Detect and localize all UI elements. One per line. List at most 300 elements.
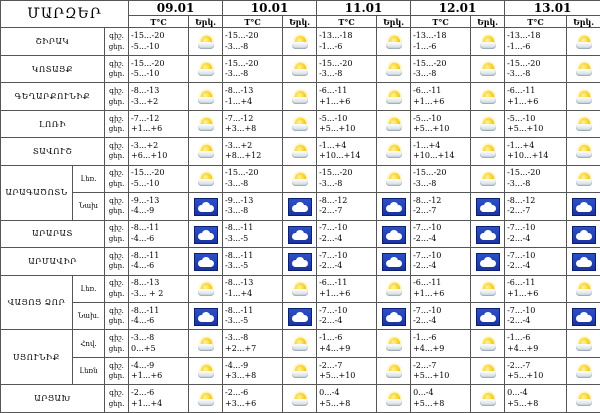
sky-cell [567, 275, 600, 302]
temp-cell [223, 330, 283, 357]
night-temp: -3...+2 [131, 140, 159, 150]
sky-cell [471, 357, 505, 384]
night-temp: -7...-12 [225, 113, 254, 123]
day-temp: -1...+4 [225, 96, 253, 106]
day-temp: -2...-4 [319, 261, 343, 271]
day-temp: +5...+10 [507, 124, 544, 134]
day-temp: -3...-5 [225, 233, 249, 243]
sky-cell [377, 28, 411, 55]
night-temp: -15...-20 [319, 58, 353, 68]
temp-cell [505, 165, 567, 192]
temp-cell [129, 275, 189, 302]
temp-cell [129, 220, 189, 247]
temp-cell [411, 138, 471, 165]
sky-cell [377, 357, 411, 384]
temp-cell [223, 55, 283, 82]
temp-cell [129, 357, 189, 384]
period-labels [105, 302, 129, 329]
sky-cell [471, 193, 505, 220]
sky-cell [567, 220, 600, 247]
sky-cell [377, 302, 411, 329]
temp-cell [223, 138, 283, 165]
night-temp: -9...-13 [131, 195, 160, 205]
temp-cell [129, 193, 189, 220]
day-temp: +5...+10 [507, 371, 544, 381]
sky-cell [567, 28, 600, 55]
night-temp: -8...-12 [507, 195, 536, 205]
cloudy-icon [288, 198, 312, 216]
forecast-row [1, 165, 600, 192]
sky-cell [189, 83, 223, 110]
day-temp: -3...-8 [413, 178, 437, 188]
region-name: ՎԱՅՈՑ ՁՈՐ [1, 275, 73, 330]
sky-cell [283, 220, 317, 247]
period-labels [105, 83, 129, 110]
day-label: ցեր. [108, 262, 125, 271]
day-temp: +5...+8 [507, 398, 539, 408]
period-labels [105, 357, 129, 384]
night-temp: 0...-4 [507, 388, 528, 398]
cloudy-icon [476, 308, 500, 326]
temp-cell [411, 83, 471, 110]
temp-cell [223, 275, 283, 302]
sky-cell [471, 302, 505, 329]
night-temp: -1...+4 [413, 140, 441, 150]
temp-cell [505, 55, 567, 82]
sky-cell [567, 110, 600, 137]
day-temp: -3...-8 [225, 206, 249, 216]
night-temp: -1...+4 [507, 140, 535, 150]
partly-sunny-icon [478, 172, 498, 188]
day-label: ցեր. [108, 152, 125, 161]
sky-cell [283, 357, 317, 384]
day-temp: -3...-8 [225, 41, 249, 51]
day-temp: -3...-8 [319, 178, 343, 188]
partly-sunny-icon [196, 144, 216, 160]
night-temp: -6...-11 [507, 86, 536, 96]
day-temp: -3...-8 [225, 69, 249, 79]
night-temp: -7...-10 [507, 305, 536, 315]
temp-cell [223, 248, 283, 275]
night-temp: -3...+2 [225, 140, 253, 150]
temp-cell [505, 275, 567, 302]
night-temp: -2...-7 [413, 360, 437, 370]
temp-cell [129, 55, 189, 82]
partly-sunny-icon [290, 364, 310, 380]
sky-cell [189, 55, 223, 82]
day-temp: -5...-10 [131, 69, 160, 79]
day-temp: -5...-10 [131, 178, 160, 188]
date-header: 09.01 [129, 1, 223, 16]
cloudy-icon [288, 226, 312, 244]
cloudy-icon [476, 198, 500, 216]
partly-sunny-icon [574, 117, 594, 133]
sky-cell [567, 385, 600, 413]
sky-cell [283, 248, 317, 275]
night-temp: -15...-20 [131, 58, 165, 68]
partly-sunny-icon [290, 172, 310, 188]
partly-sunny-icon [290, 392, 310, 408]
partly-sunny-icon [196, 117, 216, 133]
night-temp: -7...-10 [413, 305, 442, 315]
sky-cell [377, 165, 411, 192]
period-labels [105, 220, 129, 247]
day-temp: +10...+14 [413, 151, 455, 161]
day-temp: +1...+4 [131, 398, 163, 408]
partly-sunny-icon [574, 337, 594, 353]
sky-cell [189, 248, 223, 275]
temp-cell [317, 302, 377, 329]
region-name: ԱՐԱՐԱՏ [1, 220, 105, 247]
night-temp: -8...-11 [225, 250, 254, 260]
temp-cell [317, 138, 377, 165]
day-temp: +5...+10 [413, 371, 450, 381]
sky-cell [189, 220, 223, 247]
partly-sunny-icon [196, 172, 216, 188]
partly-sunny-icon [384, 364, 404, 380]
night-temp: -15...-20 [507, 168, 541, 178]
night-temp: -8...-13 [225, 278, 254, 288]
partly-sunny-icon [574, 35, 594, 51]
night-temp: -15...-20 [319, 168, 353, 178]
temp-cell [317, 330, 377, 357]
sky-cell [377, 83, 411, 110]
temp-cell [505, 28, 567, 55]
temp-header: T°C [411, 16, 471, 28]
day-temp: -3...+2 [131, 96, 159, 106]
night-label: գիշ. [109, 59, 124, 68]
day-temp: +5...+8 [413, 398, 445, 408]
sky-cell [189, 330, 223, 357]
sky-cell [567, 55, 600, 82]
day-temp: -2...-4 [507, 233, 531, 243]
day-label: ցեր. [108, 97, 125, 106]
night-temp: -6...-11 [507, 278, 536, 288]
night-temp: -7...-10 [319, 305, 348, 315]
night-label: գիշ. [109, 169, 124, 178]
temp-cell [317, 385, 377, 413]
temp-cell [223, 357, 283, 384]
cloudy-icon [194, 253, 218, 271]
date-header: 11.01 [317, 1, 411, 16]
sky-cell [189, 110, 223, 137]
sky-cell [283, 83, 317, 110]
cloudy-icon [194, 226, 218, 244]
night-label: գիշ. [109, 279, 124, 288]
night-temp: -2...-6 [131, 388, 155, 398]
temp-cell [223, 385, 283, 413]
region-name: ԳԵՂԱՐՔՈՒՆԻՔ [1, 83, 105, 110]
night-temp: -15...-20 [507, 58, 541, 68]
sky-cell [283, 330, 317, 357]
night-temp: -8...-11 [131, 305, 160, 315]
temp-cell [129, 165, 189, 192]
forecast-row [1, 248, 600, 275]
partly-sunny-icon [384, 144, 404, 160]
night-temp: -4...-9 [131, 360, 155, 370]
partly-sunny-icon [478, 35, 498, 51]
night-temp: 0...-4 [413, 388, 434, 398]
sky-cell [189, 193, 223, 220]
day-label: ցեր. [108, 399, 125, 408]
temp-cell [505, 385, 567, 413]
night-label: գիշ. [109, 361, 124, 370]
temp-cell [129, 248, 189, 275]
night-temp: -9...-13 [225, 195, 254, 205]
temp-cell [505, 220, 567, 247]
temp-header: T°C [317, 16, 377, 28]
partly-sunny-icon [478, 392, 498, 408]
temp-cell [505, 357, 567, 384]
night-temp: -5...-10 [319, 113, 348, 123]
night-temp: -2...-7 [319, 360, 343, 370]
day-label: ցեր. [108, 317, 125, 326]
night-temp: -8...-11 [131, 223, 160, 233]
cloudy-icon [572, 226, 596, 244]
day-temp: +1...+6 [319, 288, 351, 298]
day-temp: -4...-9 [131, 206, 155, 216]
region-name: ԱՐՄԱՎԻՐ [1, 248, 105, 275]
sky-cell [377, 220, 411, 247]
partly-sunny-icon [290, 282, 310, 298]
night-label: գիշ. [109, 32, 124, 41]
night-temp: -2...-7 [507, 360, 531, 370]
sky-cell [471, 138, 505, 165]
day-temp: +5...+8 [319, 398, 351, 408]
partly-sunny-icon [478, 62, 498, 78]
forecast-row [1, 193, 600, 220]
temp-cell [317, 83, 377, 110]
sky-cell [567, 193, 600, 220]
partly-sunny-icon [574, 62, 594, 78]
period-labels [105, 385, 129, 413]
day-temp: -3...-8 [225, 178, 249, 188]
day-temp: +5...+10 [319, 371, 356, 381]
sky-header: Երկ. [189, 16, 223, 28]
night-temp: -15...-20 [131, 31, 165, 41]
sky-cell [471, 330, 505, 357]
partly-sunny-icon [290, 90, 310, 106]
temp-cell [317, 165, 377, 192]
night-temp: -7...-10 [413, 250, 442, 260]
partly-sunny-icon [290, 62, 310, 78]
temp-cell [317, 275, 377, 302]
day-temp: -4...-6 [131, 233, 155, 243]
day-temp: +10...+14 [319, 151, 361, 161]
night-temp: -8...-13 [225, 86, 254, 96]
partly-sunny-icon [384, 282, 404, 298]
temp-cell [129, 302, 189, 329]
night-temp: -6...-11 [319, 278, 348, 288]
day-temp: -2...-4 [413, 316, 437, 326]
cloudy-icon [382, 226, 406, 244]
temp-cell [505, 138, 567, 165]
day-temp: -2...-7 [413, 206, 437, 216]
night-label: գիշ. [109, 389, 124, 398]
period-labels [105, 165, 129, 192]
night-temp: -8...-13 [131, 86, 160, 96]
partly-sunny-icon [478, 90, 498, 106]
partly-sunny-icon [196, 282, 216, 298]
temp-cell [505, 193, 567, 220]
day-label: ցեր. [108, 125, 125, 134]
sky-cell [567, 138, 600, 165]
day-temp: +3...+6 [225, 398, 257, 408]
night-label: գիշ. [109, 334, 124, 343]
sky-cell [189, 138, 223, 165]
day-temp: +3...+8 [225, 124, 257, 134]
day-temp: -2...-4 [507, 316, 531, 326]
subregion-label: Նախ. [73, 302, 105, 329]
sky-cell [189, 302, 223, 329]
temp-cell [223, 302, 283, 329]
temp-cell [411, 302, 471, 329]
day-temp: -3...-5 [225, 316, 249, 326]
partly-sunny-icon [196, 337, 216, 353]
partly-sunny-icon [384, 35, 404, 51]
sky-cell [567, 302, 600, 329]
subregion-label: Լեռն [73, 357, 105, 384]
sky-cell [283, 55, 317, 82]
night-temp: -6...-11 [413, 86, 442, 96]
night-temp: -8...-11 [225, 223, 254, 233]
temp-cell [223, 165, 283, 192]
night-temp: -8...-11 [131, 250, 160, 260]
partly-sunny-icon [574, 364, 594, 380]
night-label: գիշ. [109, 141, 124, 150]
night-temp: -7...-10 [319, 250, 348, 260]
temp-cell [317, 248, 377, 275]
sky-cell [283, 110, 317, 137]
sky-header: Երկ. [567, 16, 600, 28]
sky-cell [377, 330, 411, 357]
night-temp: 0...-4 [319, 388, 340, 398]
sky-cell [471, 275, 505, 302]
subregion-label: Հով. [73, 330, 105, 357]
sky-cell [377, 385, 411, 413]
partly-sunny-icon [574, 144, 594, 160]
cloudy-icon [382, 253, 406, 271]
temp-cell [411, 385, 471, 413]
temp-cell [129, 330, 189, 357]
day-temp: -1...-6 [319, 41, 343, 51]
day-temp: +1...+6 [413, 288, 445, 298]
night-temp: -7...-10 [507, 223, 536, 233]
day-label: ցեր. [108, 207, 125, 216]
sky-cell [189, 165, 223, 192]
night-label: գիշ. [109, 114, 124, 123]
temp-cell [505, 110, 567, 137]
night-temp: -13...-18 [319, 31, 353, 41]
day-temp: -3...-5 [225, 261, 249, 271]
temp-cell [411, 110, 471, 137]
temp-header: T°C [505, 16, 567, 28]
partly-sunny-icon [478, 144, 498, 160]
date-header: 13.01 [505, 1, 600, 16]
night-temp: -15...-20 [225, 31, 259, 41]
partly-sunny-icon [196, 90, 216, 106]
night-temp: -15...-20 [225, 58, 259, 68]
forecast-row [1, 28, 600, 55]
sky-cell [567, 248, 600, 275]
day-label: ցեր. [108, 234, 125, 243]
temp-cell [223, 193, 283, 220]
cloudy-icon [382, 198, 406, 216]
partly-sunny-icon [196, 35, 216, 51]
forecast-row [1, 138, 600, 165]
day-label: ցեր. [108, 372, 125, 381]
cloudy-icon [382, 308, 406, 326]
partly-sunny-icon [290, 337, 310, 353]
temp-header: T°C [129, 16, 189, 28]
cloudy-icon [476, 226, 500, 244]
region-name: ՇԻՐԱԿ [1, 28, 105, 55]
temp-cell [505, 330, 567, 357]
day-temp: -3...-8 [319, 69, 343, 79]
date-header: 10.01 [223, 1, 317, 16]
subregion-label: Նախ [73, 193, 105, 220]
forecast-row [1, 55, 600, 82]
cloudy-icon [288, 253, 312, 271]
night-temp: -4...-9 [225, 360, 249, 370]
period-labels [105, 248, 129, 275]
day-temp: -3... + 2 [131, 288, 164, 298]
partly-sunny-icon [196, 62, 216, 78]
temp-cell [317, 28, 377, 55]
sky-cell [471, 248, 505, 275]
sky-cell [189, 28, 223, 55]
day-temp: +1...+6 [413, 96, 445, 106]
partly-sunny-icon [384, 392, 404, 408]
temp-cell [317, 220, 377, 247]
temp-cell [411, 248, 471, 275]
day-temp: +3...+8 [225, 371, 257, 381]
night-temp: -1...-6 [319, 333, 343, 343]
day-temp: -4...-6 [131, 316, 155, 326]
partly-sunny-icon [384, 337, 404, 353]
night-temp: -15...-20 [413, 168, 447, 178]
night-label: գիշ. [109, 306, 124, 315]
night-temp: -5...-10 [507, 113, 536, 123]
temp-cell [317, 357, 377, 384]
forecast-row [1, 275, 600, 302]
sky-cell [471, 83, 505, 110]
night-temp: -1...+4 [319, 140, 347, 150]
night-temp: -8...-11 [225, 305, 254, 315]
partly-sunny-icon [290, 35, 310, 51]
partly-sunny-icon [574, 392, 594, 408]
subregion-label: Լեռ. [73, 275, 105, 302]
night-temp: -1...-6 [507, 333, 531, 343]
night-temp: -5...-10 [413, 113, 442, 123]
day-temp: +5...+10 [413, 124, 450, 134]
day-temp: -3...-8 [507, 69, 531, 79]
sky-cell [283, 165, 317, 192]
day-temp: -2...-4 [319, 233, 343, 243]
temp-cell [411, 28, 471, 55]
day-label: ցեր. [108, 179, 125, 188]
day-temp: +6...+10 [131, 151, 168, 161]
temp-cell [317, 55, 377, 82]
day-temp: -1...+4 [225, 288, 253, 298]
night-temp: -6...-11 [319, 86, 348, 96]
subregion-label: Լեռ. [73, 165, 105, 192]
temp-cell [129, 385, 189, 413]
night-temp: -8...-12 [319, 195, 348, 205]
temp-cell [129, 138, 189, 165]
partly-sunny-icon [478, 117, 498, 133]
cloudy-icon [572, 253, 596, 271]
